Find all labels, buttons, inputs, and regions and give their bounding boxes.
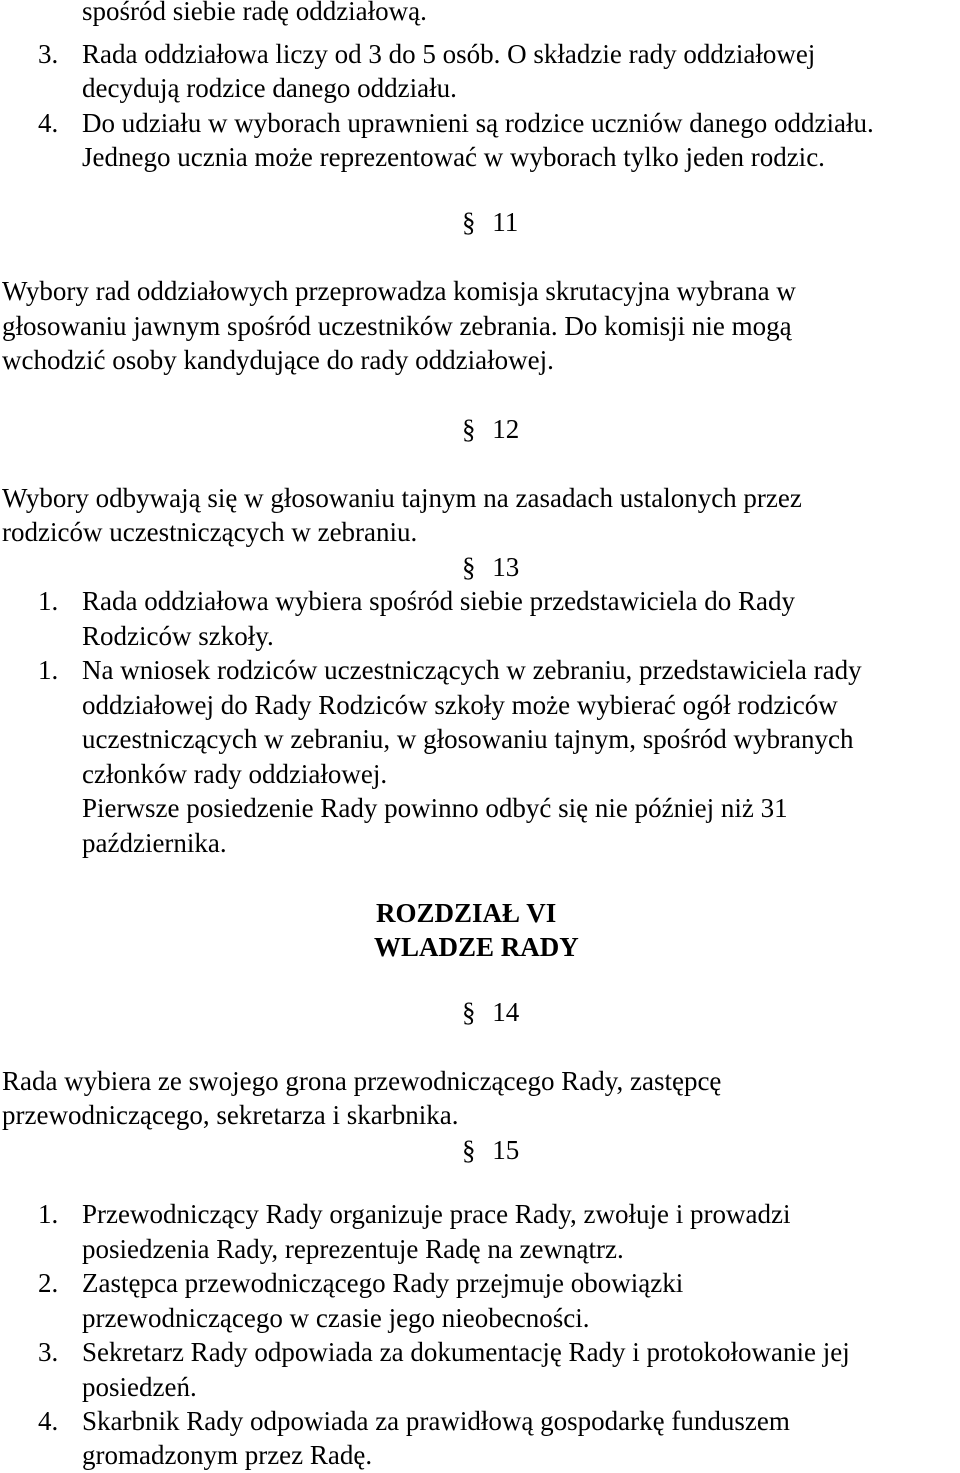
text-line: Wybory rad oddziałowych przeprowadza komisja skrutacyjna wybrana w <box>2 276 796 306</box>
section-number: 15 <box>492 1135 520 1165</box>
text-line: Rada wybiera ze swojego grona przewodniczącego Rady, zastępcę <box>2 1066 722 1096</box>
section-number: 13 <box>492 552 520 582</box>
text-line: Wybory odbywają się w głosowaniu tajnym na zasadach ustalonych przez <box>2 483 802 513</box>
text-line: przewodniczącego, sekretarza i skarbnika. <box>2 1100 459 1130</box>
section-number: 11 <box>492 207 519 237</box>
text-line: Rada oddziałowa wybiera spośród siebie przedstawiciela do Rady <box>82 586 796 616</box>
text-line: posiedzeń. <box>82 1372 197 1402</box>
text-line: Do udziału w wyborach uprawnieni są rodzice uczniów danego oddziału. <box>82 108 874 138</box>
text-line: gromadzonym przez Radę. <box>82 1440 373 1470</box>
section-symbol: § <box>462 207 476 237</box>
chapter-subtitle: WLADZE RADY <box>374 932 579 962</box>
text-line: przewodniczącego w czasie jego nieobecności. <box>82 1303 590 1333</box>
text-line: Zastępca przewodniczącego Rady przejmuje obowiązki <box>82 1268 684 1298</box>
list-item-number: 1. <box>38 586 59 616</box>
list-item-number: 1. <box>38 1199 59 1229</box>
chapter-title: ROZDZIAŁ VI <box>376 898 557 928</box>
text-line: Jednego ucznia może reprezentować w wyborach tylko jeden rodzic. <box>82 142 825 172</box>
section-symbol: § <box>462 997 476 1027</box>
section-number: 12 <box>492 414 520 444</box>
section-number: 14 <box>492 997 520 1027</box>
list-item-number: 3. <box>38 1337 59 1367</box>
text-line: Skarbnik Rady odpowiada za prawidłową gospodarkę funduszem <box>82 1406 790 1436</box>
text-line: Sekretarz Rady odpowiada za dokumentację Rady i protokołowanie jej <box>82 1337 850 1367</box>
list-item-number: 4. <box>38 108 59 138</box>
text-line: decydują rodzice danego oddziału. <box>82 73 457 103</box>
text-line: Rodziców szkoły. <box>82 621 274 651</box>
section-symbol: § <box>462 552 476 582</box>
section-heading-15 <box>462 1133 519 1168</box>
text-line: Przewodniczący Rady organizuje prace Rady, zwołuje i prowadzi <box>82 1199 791 1229</box>
list-item-number: 3. <box>38 39 59 69</box>
section-symbol: § <box>462 414 476 444</box>
text-line: posiedzenia Rady, reprezentuje Radę na zewnątrz. <box>82 1234 624 1264</box>
text-line: głosowaniu jawnym spośród uczestników zebrania. Do komisji nie mogą <box>2 311 792 341</box>
text-line: rodziców uczestniczących w zebraniu. <box>2 517 418 547</box>
text-line: oddziałowej do Rady Rodziców szkoły może wybierać ogół rodziców <box>82 690 838 720</box>
list-item-number: 4. <box>38 1406 59 1436</box>
text-line: uczestniczących w zebraniu, w głosowaniu tajnym, spośród wybranych <box>82 724 854 754</box>
text-line: Rada oddziałowa liczy od 3 do 5 osób. O składzie rady oddziałowej <box>82 39 816 69</box>
text-line: wchodzić osoby kandydujące do rady oddziałowej. <box>2 345 554 375</box>
section-heading-13 <box>462 550 519 585</box>
list-item-number: 2. <box>38 1268 59 1298</box>
text-line: spośród siebie radę oddziałową. <box>82 0 427 26</box>
text-line: Pierwsze posiedzenie Rady powinno odbyć się nie później niż 31 <box>82 793 788 823</box>
text-line: członków rady oddziałowej. <box>82 759 388 789</box>
section-heading-14 <box>462 995 519 1030</box>
text-line: października. <box>82 828 227 858</box>
section-heading-11 <box>462 205 518 240</box>
section-heading-12 <box>462 412 519 447</box>
list-item-number: 1. <box>38 655 59 685</box>
text-line: Na wniosek rodziców uczestniczących w zebraniu, przedstawiciela rady <box>82 655 862 685</box>
section-symbol: § <box>462 1135 476 1165</box>
